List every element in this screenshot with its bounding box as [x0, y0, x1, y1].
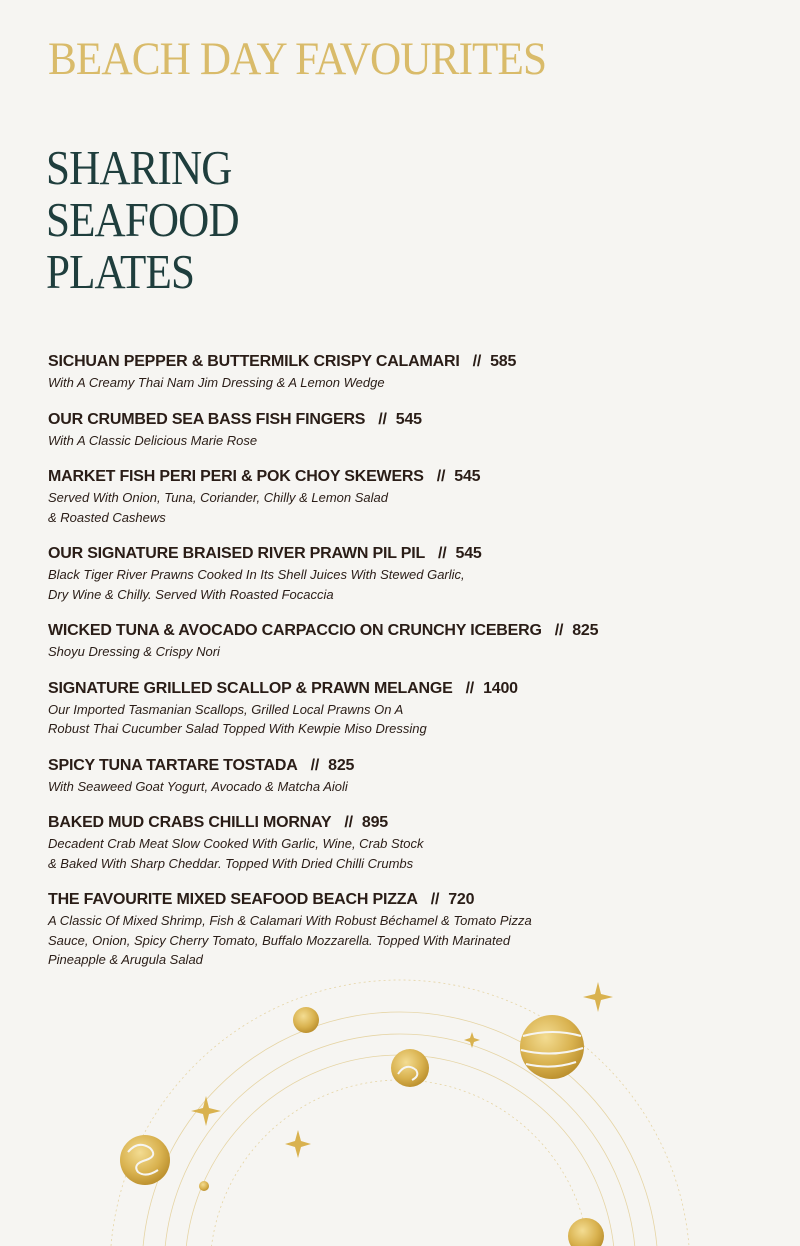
moon-planet-icon: [391, 1049, 429, 1087]
menu-item-name: BAKED MUD CRABS CHILLI MORNAY: [48, 814, 332, 831]
menu-item-description: Our Imported Tasmanian Scallops, Grilled Local Prawns On A Robust Thai Cucumber Salad Topped With Kewpie Miso Dressing: [48, 701, 427, 736]
orbit-rings: [110, 980, 690, 1246]
menu-item-name: WICKED TUNA & AVOCADO CARPACCIO ON CRUNCHY ICEBERG: [48, 622, 542, 639]
menu-item-price: 545: [454, 468, 481, 485]
section-title-line: SHARING: [46, 140, 232, 195]
menu-item-name: SIGNATURE GRILLED SCALLOP & PRAWN MELANGE: [48, 679, 453, 697]
price-separator: //: [472, 353, 482, 370]
small-planet-icon: [293, 1007, 319, 1033]
menu-item-name: MARKET FISH PERI PERI & POK CHOY SKEWERS: [48, 468, 424, 485]
price-separator: //: [554, 622, 564, 639]
menu-item-description: Served With Onion, Tuna, Coriander, Chilly & Lemon Salad & Roasted Cashews: [48, 490, 388, 525]
menu-item-price: 825: [572, 622, 599, 639]
menu-item-name: OUR SIGNATURE BRAISED RIVER PRAWN PIL PIL: [48, 545, 426, 562]
menu-item: [48, 756, 748, 797]
menu-item-description: A Classic Of Mixed Shrimp, Fish & Calamari With Robust Béchamel & Tomato Pizza Sauce, Onion, Spicy Cherry Tomato, Buffalo Mozzarella. Topped With Marinated Pineapple & Arugula Salad: [48, 913, 532, 967]
price-separator: //: [436, 468, 446, 485]
menu-item-description: With A Classic Delicious Marie Rose: [48, 432, 258, 448]
menu-item-price: 585: [490, 353, 517, 370]
menu-item: [48, 467, 748, 527]
price-separator: //: [465, 679, 475, 697]
menu-item-name: SICHUAN PEPPER & BUTTERMILK CRISPY CALAMARI: [48, 353, 460, 370]
menu-item-price: 545: [455, 545, 482, 562]
price-separator: //: [344, 814, 353, 831]
menu-item-price: 825: [328, 756, 355, 774]
section-title-line: SEAFOOD: [46, 192, 239, 247]
menu-item-price: 895: [361, 814, 388, 831]
menu-item: [48, 544, 748, 604]
menu-item-name: OUR CRUMBED SEA BASS FISH FINGERS: [48, 410, 366, 428]
menu-item-description: Decadent Crab Meat Slow Cooked With Garlic, Wine, Crab Stock & Baked With Sharp Cheddar. Topped With Dried Chilli Crumbs: [48, 836, 424, 871]
menu-item: [48, 410, 748, 451]
menu-item-description: With Seaweed Goat Yogurt, Avocado & Matcha Aioli: [48, 778, 348, 794]
menu-item: [48, 621, 748, 662]
price-separator: //: [430, 891, 440, 908]
tiny-planet-icon: [199, 1181, 209, 1191]
swirl-planet-icon: [120, 1135, 170, 1185]
menu-item: [48, 813, 748, 873]
menu-item-description: With A Creamy Thai Nam Jim Dressing & A Lemon Wedge: [48, 375, 385, 390]
menu-item: [48, 890, 748, 970]
menu-item-description: Shoyu Dressing & Crispy Nori: [48, 644, 220, 659]
banded-planet-icon: [520, 1015, 584, 1079]
menu-item-name: SPICY TUNA TARTARE TOSTADA: [48, 756, 298, 774]
price-separator: //: [378, 410, 387, 428]
menu-item: [48, 679, 748, 739]
menu-item-price: 545: [395, 410, 422, 428]
price-separator: //: [310, 756, 320, 774]
solar-system-decoration: [0, 970, 800, 1246]
menu-item-list: [48, 352, 748, 987]
section-title-line: PLATES: [46, 244, 195, 299]
menu-item-price: 720: [448, 891, 475, 908]
menu-item-description: Black Tiger River Prawns Cooked In Its Shell Juices With Stewed Garlic, Dry Wine & Chilly. Served With Roasted Focaccia: [48, 567, 465, 602]
menu-item-price: 1400: [483, 679, 518, 697]
menu-item: [48, 352, 748, 393]
section-title: [46, 142, 239, 298]
menu-category-heading: BEACH DAY FAVOURITES: [48, 33, 547, 85]
price-separator: //: [438, 545, 447, 562]
menu-item-name: THE FAVOURITE MIXED SEAFOOD BEACH PIZZA: [48, 891, 418, 908]
partial-planet-icon: [568, 1218, 604, 1246]
